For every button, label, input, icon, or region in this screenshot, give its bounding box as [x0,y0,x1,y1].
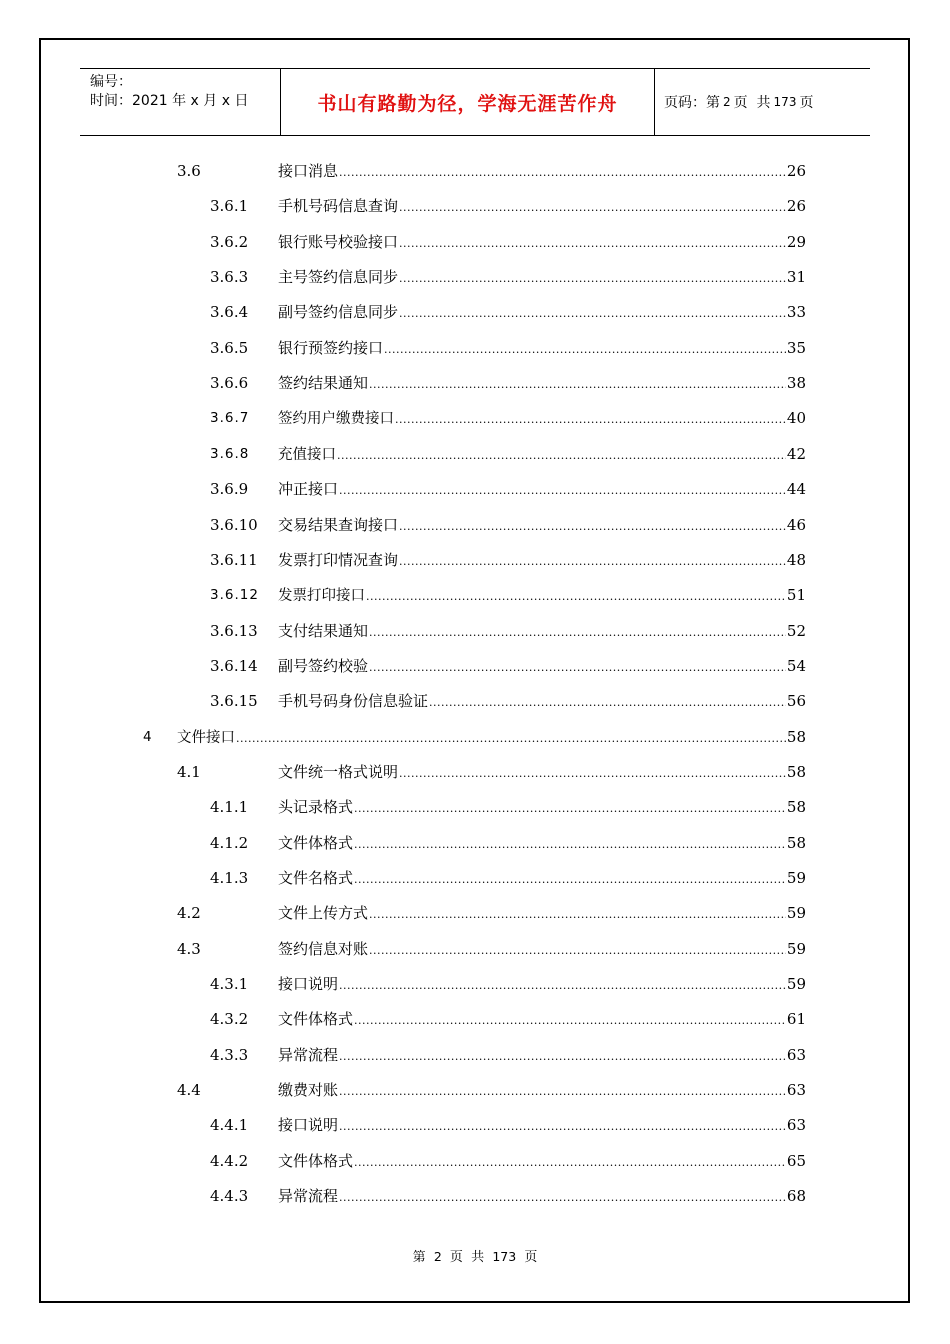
toc-entry-page: 58 [786,798,806,817]
toc-entry[interactable] [0,1151,950,1171]
toc-entry-line [278,621,806,643]
toc-entry-title: 文件上传方式 [278,904,369,923]
toc-entry-title: 签约用户缴费接口 [278,411,394,428]
header-motto-cell [281,69,655,135]
toc-entry-line [278,797,806,819]
toc-entry-line [278,1151,806,1173]
toc-entry[interactable] [0,267,950,287]
toc-entry-page: 54 [786,656,806,675]
toc-entry-number: 4.3.3 [210,1045,249,1064]
toc-entry-page: 63 [786,1045,806,1064]
toc-entry-number: 4.3.2 [210,1010,249,1029]
toc-entry-title: 签约结果通知 [278,374,369,393]
toc-dot-leader [354,1153,786,1173]
toc-entry-page: 59 [786,904,806,923]
toc-entry-number: 4.4.2 [210,1151,249,1170]
toc-entry-title: 发票打印接口 [278,588,365,605]
toc-entry-number: 3.6.3 [210,268,249,287]
toc-dot-leader [369,941,786,961]
toc-entry-number: 4.1.2 [210,833,249,852]
toc-entry-title: 接口说明 [278,975,339,994]
toc-entry-line [278,939,806,961]
toc-entry-number: 4.1 [177,762,201,781]
toc-entry-line [278,1115,806,1137]
toc-dot-leader [384,340,786,360]
toc-entry-line [278,161,806,183]
toc-entry-line [278,868,806,890]
toc-entry-line [278,515,806,537]
toc-entry-number: 4.1.3 [210,869,249,887]
toc-entry-page: 31 [786,268,806,287]
toc-entry-number: 3.6.1 [210,197,249,216]
toc-entry-page: 44 [786,480,806,499]
toc-dot-leader [429,693,786,713]
toc-entry-number: 3.6.7 [210,410,250,427]
page-footer [0,1246,950,1265]
toc-dot-leader [236,729,786,749]
toc-entry-title: 手机号码身份信息验证 [278,692,429,711]
toc-entry-title: 银行预签约接口 [278,338,384,357]
toc-entry[interactable] [0,1045,950,1065]
toc-dot-leader [339,163,786,183]
toc-entry-number: 4.4.3 [210,1187,249,1206]
footer-total-pages: 173 [492,1249,517,1264]
toc-entry-title: 充值接口 [278,446,336,463]
toc-entry-title: 文件名格式 [278,869,354,887]
toc-entry-title: 支付结果通知 [278,621,369,640]
toc-entry-number: 3.6.5 [210,338,249,357]
toc-entry[interactable] [0,1080,950,1100]
toc-dot-leader [339,481,786,501]
toc-entry-title: 接口说明 [278,1116,339,1135]
toc-entry[interactable] [0,1186,950,1206]
toc-entry-page: 59 [786,975,806,994]
toc-entry[interactable] [0,479,950,499]
toc-entry-title: 签约信息对账 [278,939,369,958]
toc-entry-page: 59 [786,869,806,887]
toc-entry-title: 文件体格式 [278,1010,354,1029]
toc-dot-leader [399,234,786,254]
toc-entry-number: 3.6 [177,162,201,180]
toc-entry-page: 48 [786,550,806,569]
toc-entry[interactable] [0,833,950,853]
toc-entry-number: 3.6.10 [210,515,258,534]
toc-entry[interactable] [0,727,950,747]
toc-dot-leader [395,410,786,430]
toc-entry-line [278,232,806,254]
toc-entry[interactable] [0,903,950,923]
toc-entry-page: 26 [786,162,806,180]
toc-entry[interactable] [0,656,950,676]
toc-entry[interactable] [0,868,950,888]
toc-entry-page: 58 [786,762,806,781]
toc-entry[interactable] [0,939,950,959]
footer-suffix: 页 [524,1250,538,1265]
toc-entry-line [278,1045,806,1067]
toc-entry-title: 文件统一格式说明 [278,762,399,781]
serial-label: 编号： [90,74,132,90]
header-page-mid: 页 共 [733,95,771,111]
toc-entry-number: 3.6.14 [210,656,258,675]
toc-dot-leader [399,304,786,324]
toc-entry-title: 主号签约信息同步 [278,268,399,287]
toc-dot-leader [339,976,786,996]
toc-entry-page: 51 [786,586,806,605]
toc-entry-page: 42 [786,444,806,463]
toc-entry-page: 58 [786,727,806,746]
motto-text: 书山有路勤为径，学海无涯苦作舟 [317,92,618,115]
footer-mid: 页 共 [449,1250,485,1265]
toc-dot-leader [339,1117,786,1137]
header-page-cell [655,69,870,135]
toc-entry[interactable] [0,1115,950,1135]
header-page-current: 2 [723,95,731,109]
toc-dot-leader [399,517,786,537]
toc-entry-title: 头记录格式 [278,798,354,817]
toc-entry-title: 异常流程 [278,1045,339,1064]
toc-entry-title: 银行账号校验接口 [278,232,399,251]
toc-entry-number: 3.6.4 [210,303,249,322]
page-header [80,68,870,136]
toc-entry-line [278,762,806,784]
toc-entry[interactable] [0,373,950,393]
toc-dot-leader [369,905,786,925]
toc-entry-line [278,196,806,218]
header-page-total: 173 [773,95,797,109]
toc-dot-leader [369,623,786,643]
toc-entry[interactable] [0,338,950,358]
toc-entry-line [278,1186,806,1208]
toc-entry-title: 接口消息 [278,162,339,180]
toc-dot-leader [354,1011,786,1031]
toc-entry-number: 3.6.11 [210,550,258,569]
toc-dot-leader [369,658,786,678]
toc-entry-title: 副号签约校验 [278,656,369,675]
toc-dot-leader [369,375,786,395]
toc-dot-leader [354,870,786,890]
toc-entry-title: 发票打印情况查询 [278,550,399,569]
toc-entry[interactable] [0,585,950,605]
time-text: 时间：2021 年 x 月 x 日 [90,93,249,109]
header-info-cell [80,69,281,135]
toc-entry-title: 异常流程 [278,1187,339,1206]
toc-entry-title: 缴费对账 [278,1081,339,1100]
toc-entry[interactable] [0,974,950,994]
toc-entry-number: 3.6.2 [210,232,249,251]
toc-entry[interactable] [0,1009,950,1029]
toc-entry-page: 68 [786,1187,806,1206]
toc-entry[interactable] [0,161,950,181]
toc-entry-title: 交易结果查询接口 [278,515,399,534]
toc-entry-page: 65 [786,1151,806,1170]
toc-entry-line [177,727,806,749]
toc-entry-line [278,444,806,466]
toc-entry-page: 40 [786,409,806,428]
footer-current-page: 2 [433,1249,442,1264]
toc-entry-line [278,1009,806,1031]
toc-entry-number: 3.6.8 [210,445,250,462]
toc-dot-leader [337,446,786,466]
toc-entry-page: 58 [786,833,806,852]
toc-entry-page: 63 [786,1116,806,1135]
toc-entry[interactable] [0,515,950,535]
toc-entry-line [278,302,806,324]
toc-entry-number: 4.3.1 [210,975,249,994]
toc-entry-number: 4.2 [177,904,201,923]
toc-entry-number: 3.6.6 [210,374,249,393]
toc-dot-leader [354,799,786,819]
toc-entry-number: 3.6.9 [210,480,249,499]
toc-entry-title: 副号签约信息同步 [278,303,399,322]
toc-entry-page: 26 [786,197,806,216]
toc-entry-line [278,373,806,395]
toc-entry-title: 文件体格式 [278,833,354,852]
toc-entry[interactable] [0,302,950,322]
toc-entry-line [278,479,806,501]
toc-entry-line [278,974,806,996]
toc-entry-line [278,267,806,289]
toc-entry-page: 52 [786,621,806,640]
toc-entry-line [278,691,806,713]
toc-entry[interactable] [0,444,950,464]
toc-entry-number: 3.6.12 [210,587,259,604]
toc-dot-leader [366,587,786,607]
toc-entry-title: 冲正接口 [278,480,339,499]
toc-entry-number: 4.1.1 [210,798,249,817]
toc-dot-leader [399,552,786,572]
toc-entry-page: 61 [786,1010,806,1029]
toc-entry-number: 3.6.15 [210,692,258,711]
toc-dot-leader [354,835,786,855]
toc-entry-page: 33 [786,303,806,322]
toc-entry[interactable] [0,408,950,428]
toc-dot-leader [399,198,786,218]
toc-entry-line [278,1080,806,1102]
toc-entry-number: 3.6.13 [210,621,258,640]
toc-entry-line [278,903,806,925]
toc-entry[interactable] [0,762,950,782]
header-page-prefix: 页码：第 [664,95,720,111]
toc-dot-leader [339,1047,786,1067]
toc-entry[interactable] [0,232,950,252]
toc-entry-page: 56 [786,692,806,711]
toc-entry-page: 29 [786,232,806,251]
toc-entry-page: 59 [786,939,806,958]
toc-entry-page: 35 [786,338,806,357]
toc-entry-line [278,550,806,572]
toc-entry-title: 文件接口 [177,729,235,746]
toc-entry-line [278,833,806,855]
toc-dot-leader [339,1082,786,1102]
toc-entry-number: 4.3 [177,939,201,958]
toc-entry-number: 4 [143,728,153,745]
toc-entry-line [278,656,806,678]
toc-entry[interactable] [0,196,950,216]
toc-dot-leader [399,764,786,784]
toc-entry-line [278,585,806,607]
toc-entry-page: 38 [786,374,806,393]
toc-dot-leader [399,269,786,289]
toc-entry[interactable] [0,550,950,570]
toc-entry-number: 4.4.1 [210,1116,249,1135]
toc-entry[interactable] [0,621,950,641]
header-page-suffix: 页 [799,95,814,111]
toc-entry-line [278,338,806,360]
toc-entry-title: 手机号码信息查询 [278,197,399,216]
toc-entry-line [278,408,806,430]
toc-entry-title: 文件体格式 [278,1151,354,1170]
toc-entry-number: 4.4 [177,1081,201,1100]
toc-dot-leader [339,1188,786,1208]
footer-prefix: 第 [412,1250,426,1265]
toc-entry[interactable] [0,691,950,711]
toc-entry[interactable] [0,797,950,817]
toc-entry-page: 63 [786,1081,806,1100]
toc-entry-page: 46 [786,515,806,534]
